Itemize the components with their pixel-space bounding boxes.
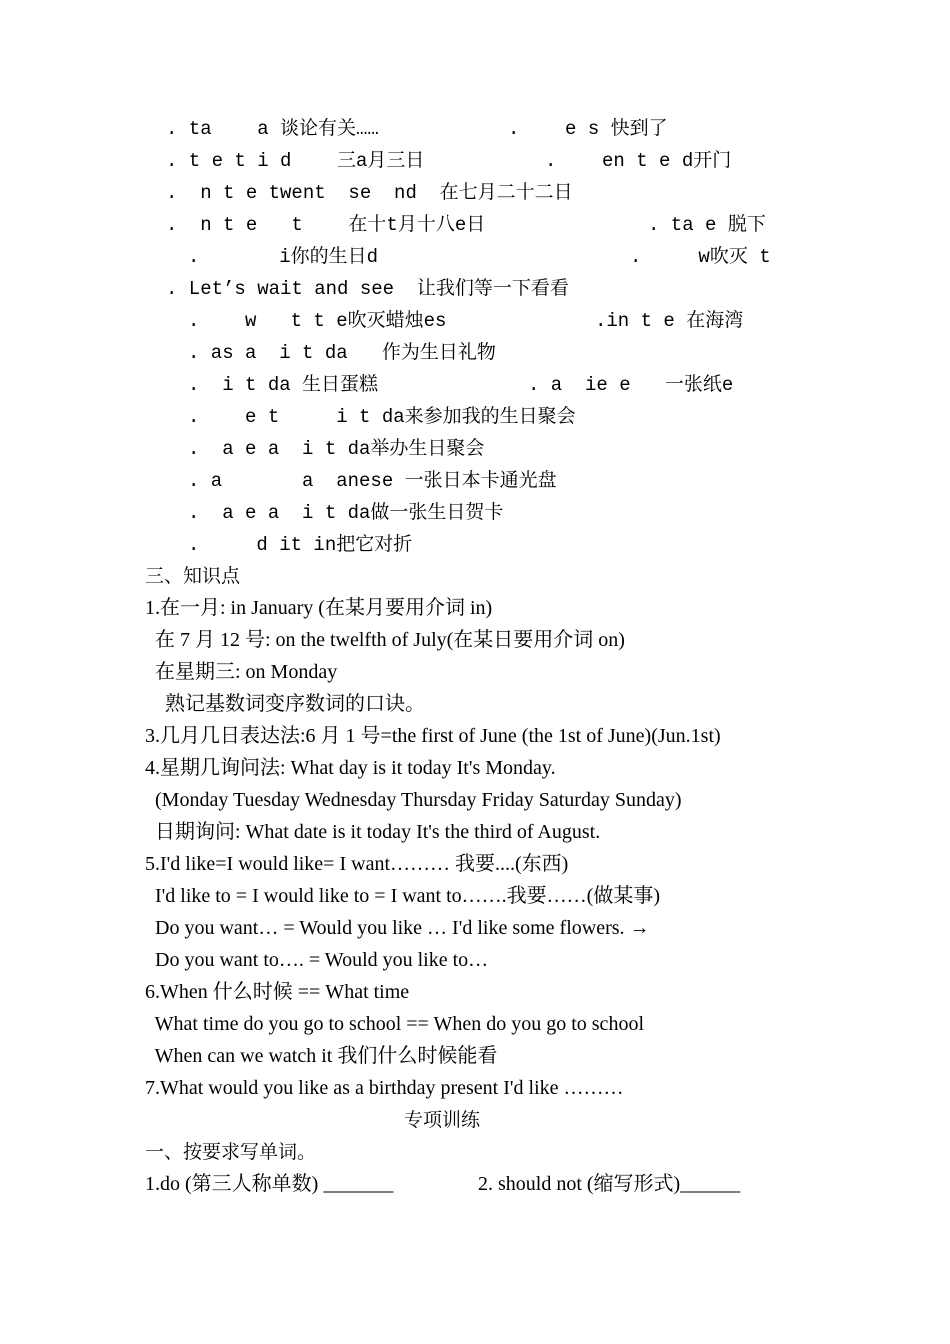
phrase-line-7b: .in t e 在海湾	[595, 310, 744, 332]
phrase-line-1b: . e s 快到了	[508, 118, 668, 140]
knowledge-line-4: 熟记基数词变序数词的口诀。	[145, 693, 425, 715]
phrase-line-7a: . w t t e吹灭蜡烛es	[188, 310, 447, 332]
knowledge-line-2: 在 7 月 12 号: on the twelfth of July(在某日要用介词 on)	[145, 629, 625, 651]
phrase-line-14a: . d it in把它对折	[188, 534, 413, 556]
phrase-line-4b: . ta e 脱下	[648, 214, 766, 236]
phrase-line-12a: . a a anese 一张日本卡通光盘	[188, 470, 557, 492]
knowledge-heading: 三、知识点	[145, 565, 241, 587]
phrase-line-5b: . w吹灭 t	[630, 246, 771, 268]
knowledge-line-15: When can we watch it 我们什么时候能看	[145, 1045, 498, 1067]
knowledge-line-5: 3.几月几日表达法:6 月 1 号=the first of June (the 1st of June)(Jun.1st)	[145, 725, 721, 747]
knowledge-line-12: Do you want to…. = Would you like to…	[145, 949, 489, 971]
knowledge-line-3: 在星期三: on Monday	[145, 661, 338, 683]
knowledge-line-10: I'd like to = I would like to = I want to…….我要……(做某事)	[145, 885, 660, 907]
phrase-line-11a: . a e a i t da举办生日聚会	[188, 438, 485, 460]
knowledge-line-13: 6.When 什么时候 == What time	[145, 981, 410, 1003]
phrase-line-3a: . n t e twent se nd 在七月二十二日	[166, 182, 573, 204]
phrase-line-5a: . i你的生日d	[188, 246, 379, 268]
knowledge-line-8: 日期询问: What date is it today It's the third of August.	[145, 821, 601, 843]
phrase-line-9b: . a ie e 一张纸e	[528, 374, 734, 396]
question-2: 2. should not (缩写形式)______	[478, 1173, 741, 1195]
training-title: 专项训练	[404, 1109, 481, 1131]
training-section-heading: 一、按要求写单词。	[145, 1141, 317, 1163]
knowledge-line-1: 1.在一月: in January (在某月要用介词 in)	[145, 597, 493, 619]
phrase-line-9a: . i t da 生日蛋糕	[188, 374, 379, 396]
phrase-line-1a: . ta a 谈论有关……	[166, 118, 379, 140]
phrase-line-2b: . en t e d开门	[545, 150, 732, 172]
question-1: 1.do (第三人称单数) _______	[145, 1173, 394, 1195]
phrase-line-6a: . Let’s wait and see 让我们等一下看看	[166, 278, 569, 300]
phrase-line-8a: . as a i t da 作为生日礼物	[188, 342, 496, 364]
knowledge-line-9: 5.I'd like=I would like= I want……… 我要....(东西)	[145, 853, 569, 875]
phrase-line-4a: . n t e t 在十t月十八e日	[166, 214, 486, 236]
knowledge-line-14: What time do you go to school == When do you go to school	[145, 1013, 644, 1035]
knowledge-line-6: 4.星期几询问法: What day is it today It's Monday.	[145, 757, 556, 779]
phrase-line-2a: . t e t i d 三a月三日	[166, 150, 425, 172]
knowledge-line-16: 7.What would you like as a birthday present I'd like ………	[145, 1077, 624, 1099]
phrase-line-10a: . e t i t da来参加我的生日聚会	[188, 406, 576, 428]
knowledge-line-11: Do you want… = Would you like … I'd like some flowers. →	[145, 917, 650, 939]
phrase-line-13a: . a e a i t da做一张生日贺卡	[188, 502, 504, 524]
knowledge-line-7: (Monday Tuesday Wednesday Thursday Friday Saturday Sunday)	[145, 789, 682, 811]
